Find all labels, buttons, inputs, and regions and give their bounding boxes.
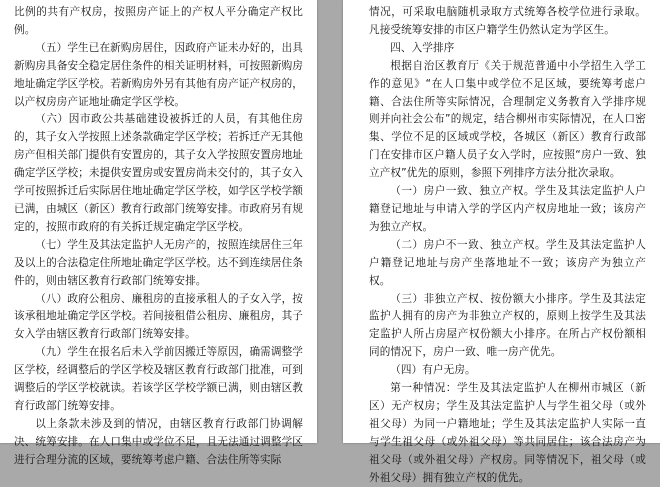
document-page-right: [343, 0, 660, 484]
paragraph: 根据自治区教育厅《关于规范普通中小学招生入学工作的意见》“在人口集中或学位不足区域，要统筹考虑户籍、合法住所等实际情况，合理制定义务教育入学排序规则并向社会公布”的规定，结合柳州市实际情况，在人口密集、学位不足的区域或学校，各城区（新区）教育行政部门在安排市区户籍人员子女入学时，应按照“房户一致、独立产权”优先的原则，参照下列排序方法分批次录取。: [369, 59, 646, 180]
paragraph: （三）非独立产权、按份额大小排序。学生及其法定监护人拥有的房产为非独立产权的，原则上按学生及其法定监护人所占房屋产权份额大小排序。在所占产权份额相同的情况下，房户一致、唯一房产优先。: [369, 292, 646, 359]
paragraph: （八）政府公租房、廉租房的直接承租人的子女入学，按该承租地址确定学区学校。若间接租借公租房、廉租房，其子女入学由辖区教育行政部门统筹安排。: [14, 292, 303, 341]
paragraph: （九）学生在报名后未入学前因搬迁等原因，确需调整学区学校，经调整后的学区学校及辖区教育行政部门批准，可到调整后的学区学校就读。若该学区学校学额已满，则由辖区教育行政部门统筹安排。: [14, 346, 303, 412]
page-text-right: [369, 4, 646, 487]
paragraph: 以上条款未涉及到的情况，由辖区教育行政部门协调解决、统筹安排。在人口集中或学位不足，且无法通过调整学区进行合理分流的区域，要统筹考虑户籍、合法住所等实际: [14, 417, 303, 466]
paragraph: 第一种情况：学生及其法定监护人在柳州市城区（新区）无产权房；学生及其法定监护人与学生祖父母（或外祖父母）为同一户籍地址；学生及其法定监护人实际一直与学生祖父母（或外祖父母）等共同居住；该合法房产为祖父母（或外祖父母）产权房。同等情况下，祖父母（或外祖父母）拥有独立产权的优先。: [369, 382, 646, 484]
paragraph: （一）房户一致、独立产权。学生及其法定监护人户籍登记地址与申请入学的学区内产权房地址一致；该房产为独立产权。: [369, 185, 646, 233]
paragraph: 比例的共有产权房，按照房产证上的产权人平分确定产权比例。: [14, 6, 303, 36]
document-page-left: [0, 0, 317, 466]
section-heading: 四、入学排序: [390, 41, 455, 54]
paragraph: 情况，可采取电脑随机录取方式统筹各校学位进行录取。凡接受统筹安排的市区户籍学生仍然认定为学区生。: [369, 6, 646, 36]
paragraph: （六）因市政公共基础建设被拆迁的人员，有其他住房的，其子女入学按照上述条款确定学区学校；若拆迁产无其他房产但相关部门提供有安置房的，其子女入学按照安置房地址确定学区学校；未提供安置房或安置房尚未交付的，其子女入学可按照拆迁后实际居住地址确定学区学校，如学区学校学额已满，由城区（新区）教育行政部门统筹安排。市政府另有规定的，按照市政府的有关拆迁规定确定学区学校。: [14, 113, 303, 233]
paragraph: （二）房户不一致、独立产权。学生及其法定监护人户籍登记地址与房产坐落地址不一致；该房产为独立产权。: [369, 238, 646, 287]
paragraph: （七）学生及其法定监护人无房产的，按照连续居住三年及以上的合法稳定住所地址确定学区学校。达不到连续居住条件的，则由辖区教育行政部门统筹安排。: [14, 238, 303, 287]
paragraph: （四）有户无房。: [390, 364, 476, 377]
paragraph: （五）学生已在新购房居住，因政府产证未办好的，出具新购房具备安全稳定居住条件的相关证明材料，可按照新购房地址确定学区学校。若新购房外另有其他有房产证产权房的，以产权房房产证地址确定学区学校。: [14, 41, 303, 108]
page-text-left: [14, 4, 303, 470]
